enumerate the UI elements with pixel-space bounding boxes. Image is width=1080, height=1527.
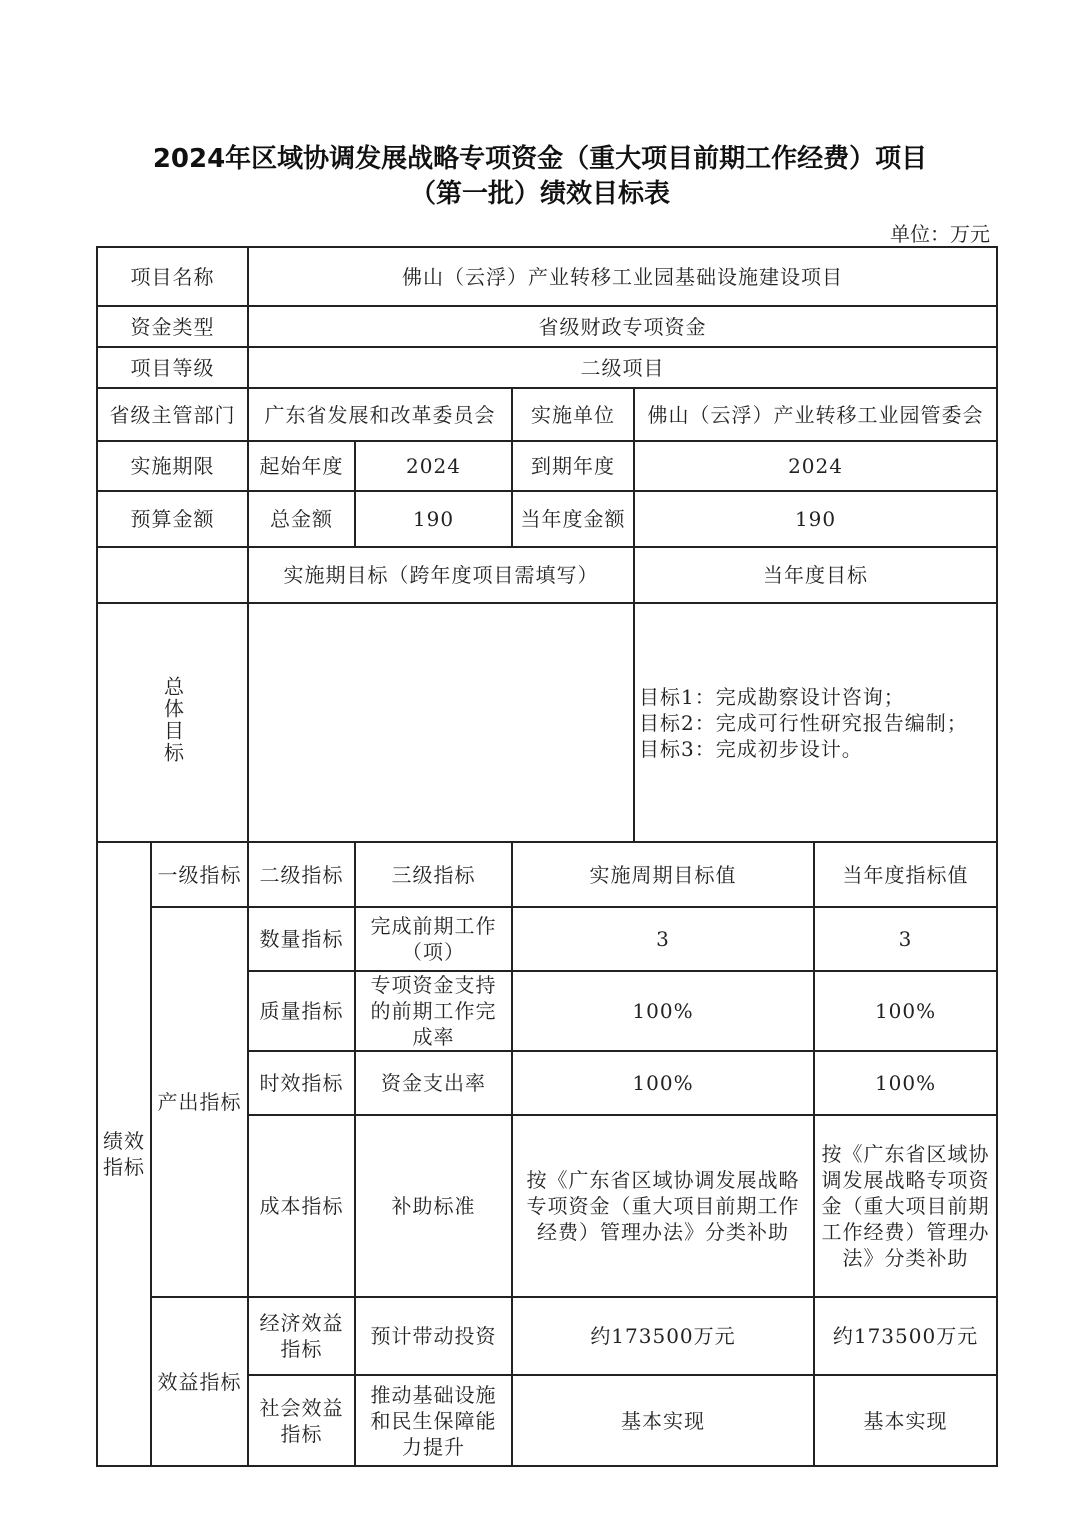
total-amount-value: 190	[355, 491, 512, 547]
unit-label: 单位：万元	[890, 222, 990, 246]
project-name-label: 项目名称	[97, 247, 248, 306]
doc-title-line1: 2024年区域协调发展战略专项资金（重大项目前期工作经费）项目	[152, 144, 928, 174]
year-goal-line: 目标1：完成勘察设计咨询；	[639, 684, 905, 709]
indicator-year-value: 基本实现	[814, 1375, 997, 1466]
indicator-level2: 数量指标	[248, 907, 355, 971]
indicator-level3: 补助标准	[355, 1115, 512, 1297]
period-label: 实施期限	[97, 441, 248, 491]
dept-value: 广东省发展和改革委员会	[248, 388, 512, 441]
indicator-level2: 经济效益指标	[248, 1297, 355, 1375]
indicator-period-value: 基本实现	[512, 1375, 814, 1466]
project-level-value: 二级项目	[248, 347, 997, 388]
indicator-level2: 社会效益指标	[248, 1375, 355, 1466]
header-level1: 一级指标	[151, 842, 248, 907]
indicator-level3: 专项资金支持的前期工作完成率	[355, 971, 512, 1051]
current-amount-label: 当年度金额	[512, 491, 634, 547]
performance-indicator-label	[97, 842, 151, 1466]
indicator-period-value: 按《广东省区域协调发展战略专项资金（重大项目前期工作经费）管理办法》分类补助	[512, 1115, 814, 1297]
header-level3: 三级指标	[355, 842, 512, 907]
end-year-value: 2024	[634, 441, 997, 491]
indicator-period-value: 100%	[512, 1051, 814, 1115]
indicator-level3: 预计带动投资	[355, 1297, 512, 1375]
indicator-year-value: 按《广东省区域协调发展战略专项资金（重大项目前期工作经费）管理办法》分类补助	[814, 1115, 997, 1297]
project-name-value: 佛山（云浮）产业转移工业园基础设施建设项目	[248, 247, 997, 306]
goal-header-blank	[97, 547, 248, 603]
header-level2: 二级指标	[248, 842, 355, 907]
indicator-year-value: 100%	[814, 1051, 997, 1115]
indicator-level2: 时效指标	[248, 1051, 355, 1115]
performance-indicator-label-text: 绩效指标	[103, 1129, 145, 1179]
period-goal-header: 实施期目标（跨年度项目需填写）	[248, 547, 634, 603]
header-period-value: 实施周期目标值	[512, 842, 814, 907]
benefit-indicator-label: 效益指标	[151, 1297, 248, 1466]
performance-target-table	[96, 246, 998, 1467]
indicator-level3: 资金支出率	[355, 1051, 512, 1115]
indicator-level2: 质量指标	[248, 971, 355, 1051]
period-goal-value	[248, 603, 634, 842]
fund-type-value: 省级财政专项资金	[248, 306, 997, 347]
indicator-level2: 成本指标	[248, 1115, 355, 1297]
indicator-level3: 完成前期工作（项）	[355, 907, 512, 971]
indicator-year-value: 约173500万元	[814, 1297, 997, 1375]
year-goal-header: 当年度目标	[634, 547, 997, 603]
indicator-period-value: 约173500万元	[512, 1297, 814, 1375]
impl-unit-label: 实施单位	[512, 388, 634, 441]
dept-label: 省级主管部门	[97, 388, 248, 441]
indicator-year-value: 100%	[814, 971, 997, 1051]
overall-goal-label	[97, 603, 248, 842]
indicator-period-value: 3	[512, 907, 814, 971]
fund-type-label: 资金类型	[97, 306, 248, 347]
total-amount-label: 总金额	[248, 491, 355, 547]
overall-goal-label-text: 总体目标	[160, 675, 185, 764]
end-year-label: 到期年度	[512, 441, 634, 491]
budget-label: 预算金额	[97, 491, 248, 547]
output-indicator-label: 产出指标	[151, 907, 248, 1297]
year-goal-line: 目标2：完成可行性研究报告编制；	[639, 710, 968, 735]
doc-title-line2: （第一批）绩效目标表	[409, 179, 670, 209]
indicator-period-value: 100%	[512, 971, 814, 1051]
current-amount-value: 190	[634, 491, 997, 547]
header-year-value: 当年度指标值	[814, 842, 997, 907]
project-level-label: 项目等级	[97, 347, 248, 388]
indicator-year-value: 3	[814, 907, 997, 971]
impl-unit-value: 佛山（云浮）产业转移工业园管委会	[634, 388, 997, 441]
start-year-value: 2024	[355, 441, 512, 491]
indicator-level3: 推动基础设施和民生保障能力提升	[355, 1375, 512, 1466]
start-year-label: 起始年度	[248, 441, 355, 491]
year-goal-value	[634, 603, 997, 842]
year-goal-line: 目标3：完成初步设计。	[639, 736, 863, 761]
